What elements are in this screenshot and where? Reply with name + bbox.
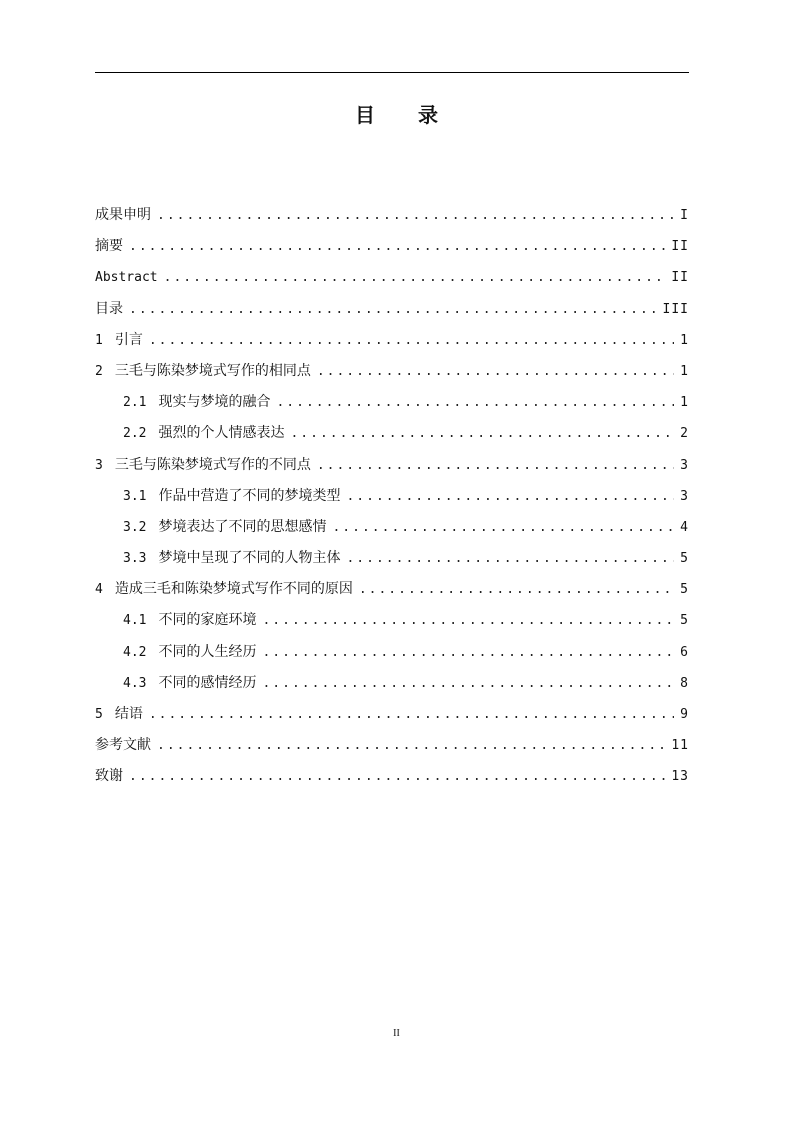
toc-entry-abstract-en[interactable] — [95, 262, 689, 293]
toc-entry-number: 1 — [95, 332, 103, 348]
toc-entry-declaration[interactable] — [95, 200, 689, 231]
toc-entry-label: 致谢 — [95, 768, 123, 785]
toc-dot-leader — [290, 418, 674, 449]
toc-dot-leader — [157, 200, 674, 231]
toc-dot-leader — [332, 512, 674, 543]
toc-entry-page: 9 — [680, 707, 689, 722]
toc-entry-page: 11 — [671, 738, 689, 754]
toc-entry-page: 5 — [680, 582, 689, 598]
toc-entry-number: 4.2 — [123, 644, 147, 660]
toc-entry-label: 强烈的个人情感表达 — [158, 425, 285, 442]
toc-entry-label: 梦境表达了不同的思想感情 — [158, 518, 327, 535]
toc-entry-label: 不同的感情经历 — [158, 674, 257, 691]
toc-entry-number: 4.1 — [123, 613, 147, 629]
toc-entry-page: 6 — [680, 644, 689, 660]
toc-entry-chapter-1[interactable] — [95, 325, 689, 356]
toc-entry-page: 1 — [680, 363, 689, 379]
toc-entry-number: 3 — [95, 457, 103, 473]
toc-dot-leader — [317, 356, 674, 387]
toc-dot-leader — [346, 481, 674, 512]
toc-entry-section-4-2[interactable] — [95, 637, 689, 668]
toc-dot-leader — [149, 325, 674, 356]
toc-dot-leader — [149, 699, 674, 730]
toc-entry-chapter-3[interactable] — [95, 450, 689, 481]
toc-entry-page: 5 — [680, 613, 689, 629]
toc-entry-page: 3 — [680, 457, 689, 473]
toc-entry-section-3-3[interactable] — [95, 543, 689, 574]
toc-entry-section-2-2[interactable] — [95, 418, 689, 449]
toc-entry-page: II — [671, 270, 689, 286]
toc-entry-label: 引言 — [114, 331, 143, 348]
toc-entry-page: 4 — [680, 519, 689, 535]
toc-dot-leader — [129, 761, 665, 792]
toc-entry-section-4-3[interactable] — [95, 668, 689, 699]
toc-dot-leader — [359, 574, 674, 605]
toc-entry-number: 3.1 — [123, 488, 147, 504]
toc-entry-chapter-2[interactable] — [95, 356, 689, 387]
toc-entry-section-4-1[interactable] — [95, 605, 689, 636]
toc-entry-page: III — [662, 301, 689, 317]
toc-entry-label: 不同的人生经历 — [158, 643, 257, 660]
toc-entry-label: 参考文献 — [95, 737, 151, 754]
header-rule — [95, 72, 689, 73]
page-number-footer: II — [393, 1028, 400, 1039]
toc-dot-leader — [262, 668, 674, 699]
toc-entry-acknowledgements[interactable] — [95, 761, 689, 792]
toc-entry-references[interactable] — [95, 730, 689, 761]
toc-entry-number: 4 — [95, 582, 103, 598]
toc-entry-label: 梦境中呈现了不同的人物主体 — [158, 550, 341, 567]
page-title: 目 录 — [355, 103, 456, 127]
toc-entry-chapter-5[interactable] — [95, 699, 689, 730]
toc-entry-page: 5 — [680, 551, 689, 567]
toc-dot-leader — [346, 543, 674, 574]
toc-entry-number: 2.2 — [123, 426, 147, 442]
toc-dot-leader — [317, 450, 674, 481]
toc-entry-label: 作品中营造了不同的梦境类型 — [158, 487, 341, 504]
toc-entry-page: 2 — [680, 426, 689, 442]
toc-dot-leader — [276, 387, 674, 418]
toc-entry-page: I — [680, 208, 689, 223]
toc-entry-page: 3 — [680, 488, 689, 504]
toc-entry-number: 3.2 — [123, 519, 147, 535]
toc-entry-label: 三毛与陈染梦境式写作的不同点 — [114, 456, 311, 473]
toc-entry-page: 8 — [680, 675, 689, 691]
toc-entry-section-3-1[interactable] — [95, 481, 689, 512]
toc-dot-leader — [262, 605, 674, 636]
toc-entry-number: 5 — [95, 707, 103, 722]
toc-dot-leader — [129, 294, 657, 325]
toc-entry-number: 3.3 — [123, 551, 147, 567]
toc-dot-leader — [262, 637, 674, 668]
toc-entry-number: 4.3 — [123, 675, 147, 691]
toc-entry-section-2-1[interactable] — [95, 387, 689, 418]
toc-dot-leader — [157, 730, 665, 761]
toc-entry-page: II — [671, 239, 689, 255]
toc-entry-label: 不同的家庭环境 — [158, 612, 257, 629]
toc-entry-page: 13 — [671, 769, 689, 785]
toc-entry-label: 现实与梦境的融合 — [158, 394, 271, 411]
toc-entry-number: 2.1 — [123, 395, 147, 411]
toc-entry-label: 成果申明 — [95, 207, 151, 223]
toc-entry-label: 目录 — [95, 300, 123, 317]
toc-entry-number: 2 — [95, 363, 103, 379]
toc-entry-abstract-cn[interactable] — [95, 231, 689, 262]
toc-entry-page: 1 — [680, 395, 689, 411]
toc-entry-contents[interactable] — [95, 294, 689, 325]
toc-entry-label: 结语 — [114, 706, 143, 722]
toc-dot-leader — [129, 231, 665, 262]
toc-entry-label: 摘要 — [95, 238, 123, 255]
toc-entry-page: 1 — [680, 332, 689, 348]
toc-entry-chapter-4[interactable] — [95, 574, 689, 605]
toc-dot-leader — [164, 262, 666, 293]
table-of-contents — [95, 200, 689, 793]
toc-entry-label: 三毛与陈染梦境式写作的相同点 — [114, 362, 311, 379]
toc-entry-section-3-2[interactable] — [95, 512, 689, 543]
toc-entry-label: Abstract — [95, 270, 158, 286]
toc-entry-label: 造成三毛和陈染梦境式写作不同的原因 — [114, 581, 353, 598]
